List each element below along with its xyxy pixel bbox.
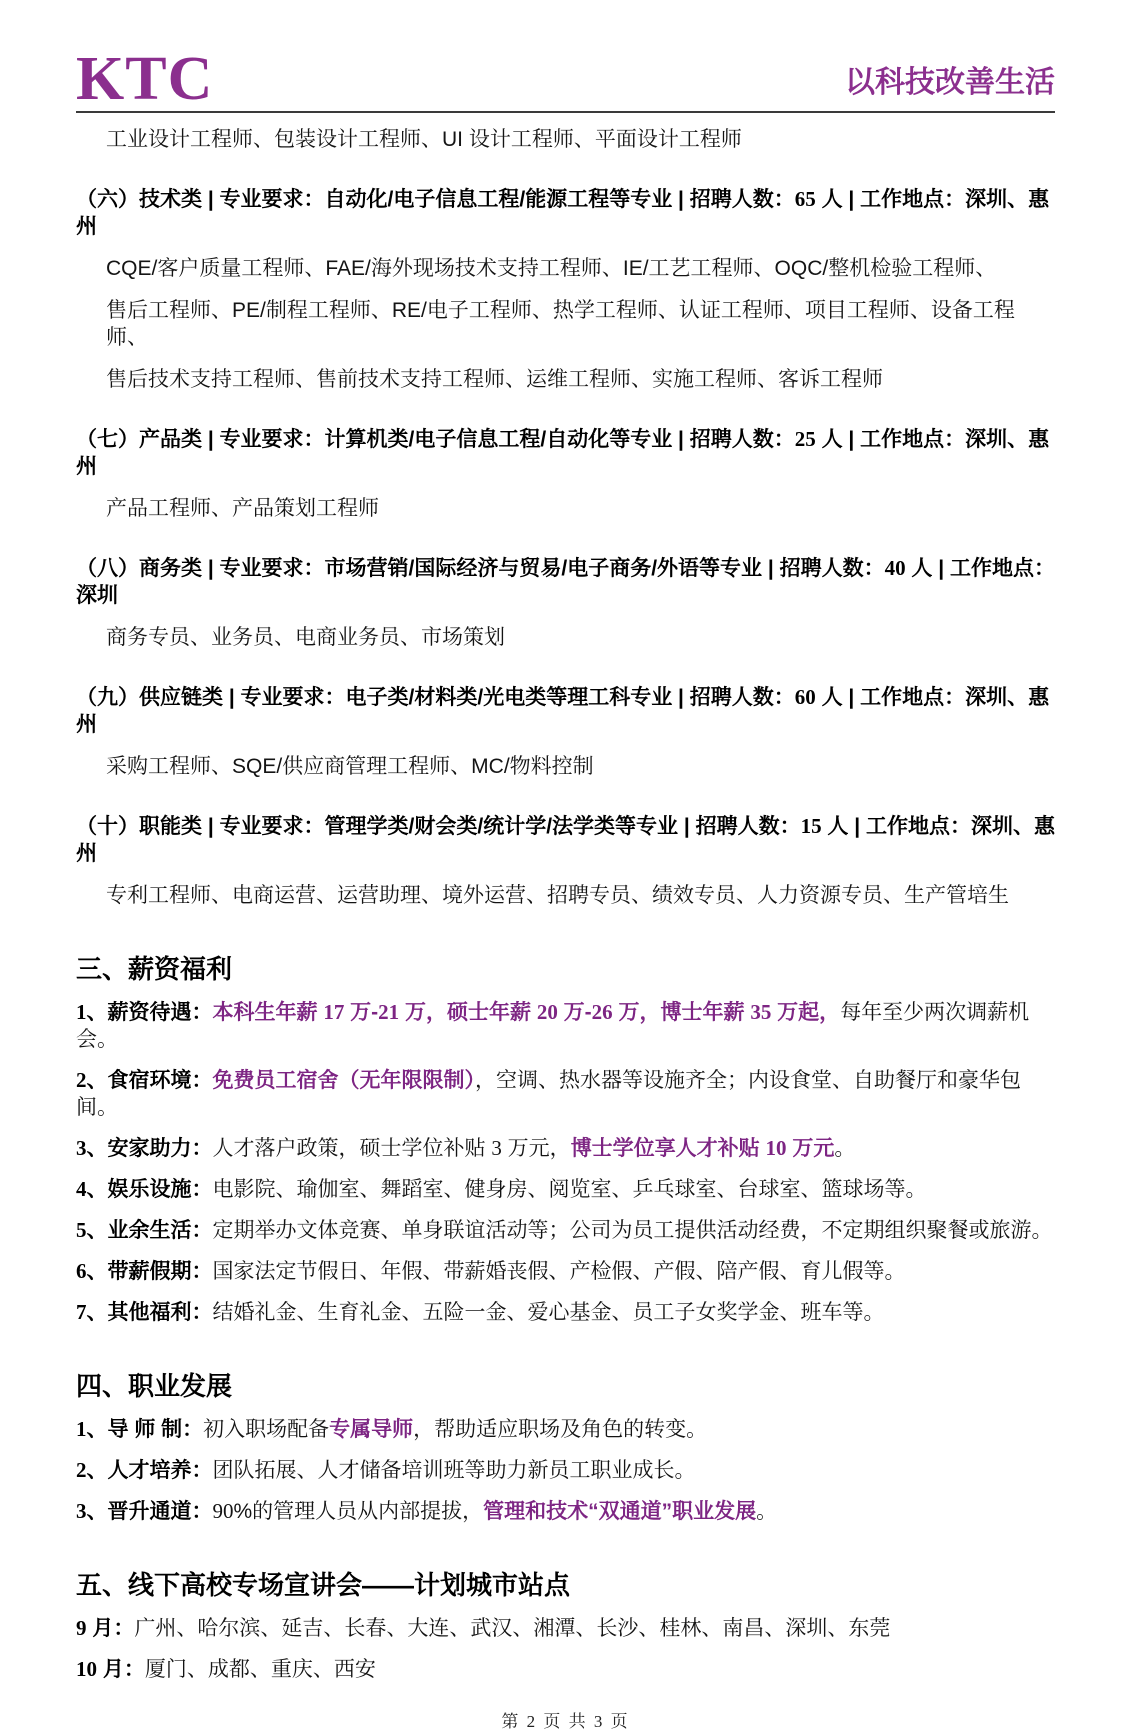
item-number: 6、 bbox=[76, 1258, 108, 1283]
item-label: 娱乐设施： bbox=[107, 1177, 213, 1201]
category-header bbox=[76, 684, 1055, 738]
career-item bbox=[76, 1498, 1055, 1525]
text-segment: （七）产品类 | 专业要求：计算机类/电子信息工程/自动化等专业 | 招聘人数： bbox=[76, 427, 795, 451]
job-line: 售后技术支持工程师、售前技术支持工程师、运维工程师、实施工程师、客诉工程师 bbox=[106, 367, 883, 391]
section-career bbox=[76, 1370, 1055, 1525]
text-segment: 人 | 工作地点：深圳、惠州 bbox=[76, 814, 1055, 865]
category-functional bbox=[76, 813, 1055, 909]
cities-list: 厦门、成都、重庆、西安 bbox=[144, 1657, 376, 1681]
text-segment: 结婚礼金、生育礼金、五险一金、爱心基金、员工子女奖学金、班车等。 bbox=[212, 1300, 885, 1324]
item-number: 4、 bbox=[76, 1176, 108, 1201]
item-label: 业余生活： bbox=[107, 1218, 213, 1242]
text-segment: 万元， bbox=[501, 1136, 571, 1160]
benefit-item bbox=[76, 1135, 1055, 1162]
item-label: 薪资待遇： bbox=[107, 1000, 213, 1024]
text-segment: 专属导师 bbox=[329, 1417, 414, 1441]
job-line: 专利工程师、电商运营、运营助理、境外运营、招聘专员、绩效专员、人力资源专员、生产管培生 bbox=[106, 883, 1009, 907]
text-segment: 万，硕士年薪 bbox=[399, 1000, 537, 1024]
item-label: 其他福利： bbox=[107, 1300, 213, 1324]
text-segment: 90 bbox=[212, 1498, 234, 1523]
text-segment: 。 bbox=[834, 1136, 856, 1160]
category-business bbox=[76, 555, 1055, 651]
category-technology bbox=[76, 186, 1055, 393]
text-segment: 万- bbox=[344, 1000, 379, 1024]
benefit-item bbox=[76, 1067, 1055, 1121]
text-segment: 电影院、瑜伽室、舞蹈室、健身房、阅览室、乒乓球室、台球室、篮球场等。 bbox=[212, 1177, 927, 1201]
text-segment: 本科生年薪 bbox=[212, 1000, 324, 1024]
page-footer: 第 2 页 共 3 页 bbox=[501, 1711, 630, 1731]
text-segment: 3 bbox=[491, 1135, 502, 1160]
item-content bbox=[76, 1069, 1021, 1119]
text-segment: 国家法定节假日、年假、带薪婚丧假、产检假、产假、陪产假、育儿假等。 bbox=[212, 1259, 906, 1283]
text-segment: 21 bbox=[378, 999, 400, 1024]
month-label: 月： bbox=[86, 1616, 135, 1640]
intro-jobs-line: 工业设计工程师、包装设计工程师、UI 设计工程师、平面设计工程师 bbox=[106, 127, 742, 151]
text-segment: 万- bbox=[557, 1000, 592, 1024]
text-segment: 管理和技术“双通道”职业发展 bbox=[483, 1499, 757, 1523]
item-label: 晋升通道： bbox=[107, 1499, 213, 1523]
section-title-benefits: 三、薪资福利 bbox=[76, 953, 233, 984]
text-segment: 免费员工宿舍（无年限限制） bbox=[212, 1068, 475, 1092]
brand-header bbox=[76, 0, 1055, 113]
text-segment: 团队拓展、人才储备培训班等助力新员工职业成长。 bbox=[212, 1458, 696, 1482]
category-header bbox=[76, 813, 1055, 867]
text-segment: （八）商务类 | 专业要求：市场营销/国际经济与贸易/电子商务/外语等专业 | 招聘人数： bbox=[76, 556, 885, 580]
job-line: CQE/客户质量工程师、FAE/海外现场技术支持工程师、IE/工艺工程师、OQC/整机检验工程师、 bbox=[106, 256, 997, 280]
category-header bbox=[76, 555, 1055, 609]
text-segment: 26 bbox=[591, 999, 613, 1024]
text-segment: 。 bbox=[756, 1499, 778, 1523]
benefit-item bbox=[76, 999, 1055, 1053]
text-segment: 初入职场配备 bbox=[203, 1417, 330, 1441]
text-segment: %的管理人员从内部提拔， bbox=[233, 1499, 484, 1523]
text-segment: 万元 bbox=[786, 1136, 835, 1160]
benefit-item bbox=[76, 1258, 1055, 1285]
text-segment: 人 | 工作地点：深圳、惠州 bbox=[76, 685, 1050, 736]
text-segment: 博士学位享人才补贴 bbox=[570, 1136, 766, 1160]
brand-tagline: 以科技改善生活 bbox=[845, 65, 1055, 99]
text-segment: 人 | 工作地点：深圳、惠州 bbox=[76, 187, 1050, 238]
text-segment: （九）供应链类 | 专业要求：电子类/材料类/光电类等理工科专业 | 招聘人数： bbox=[76, 685, 795, 709]
text-segment: （六）技术类 | 专业要求：自动化/电子信息工程/能源工程等专业 | 招聘人数： bbox=[76, 187, 795, 211]
job-line: 产品工程师、产品策划工程师 bbox=[106, 496, 379, 520]
text-segment: 每年至少两次调薪机会。 bbox=[76, 1000, 1030, 1051]
item-number: 5、 bbox=[76, 1217, 108, 1242]
job-line: 采购工程师、SQE/供应商管理工程师、MC/物料控制 bbox=[106, 754, 594, 778]
text-segment: 人 | 工作地点：深圳、惠州 bbox=[76, 427, 1050, 478]
item-number: 3、 bbox=[76, 1498, 108, 1523]
text-segment: 人 | 工作地点：深圳 bbox=[76, 556, 1055, 607]
roadshow-item bbox=[76, 1615, 1055, 1642]
item-number: 2、 bbox=[76, 1457, 108, 1482]
section-roadshow bbox=[76, 1569, 1055, 1683]
item-content bbox=[213, 1500, 778, 1523]
category-header bbox=[76, 426, 1055, 480]
item-number: 1、 bbox=[76, 1416, 108, 1441]
text-segment: 定期举办文体竞赛、单身联谊活动等；公司为员工提供活动经费，不定期组织聚餐或旅游。 bbox=[212, 1218, 1053, 1242]
text-segment: 15 bbox=[800, 813, 822, 838]
item-content bbox=[213, 1301, 885, 1324]
item-content bbox=[213, 1459, 696, 1482]
category-product bbox=[76, 426, 1055, 522]
item-number: 3、 bbox=[76, 1135, 108, 1160]
job-line: 商务专员、业务员、电商业务员、市场策划 bbox=[106, 625, 505, 649]
category-jobs bbox=[76, 882, 1055, 909]
career-item bbox=[76, 1457, 1055, 1484]
roadshow-item bbox=[76, 1656, 1055, 1683]
category-jobs bbox=[76, 624, 1055, 651]
benefit-item bbox=[76, 1176, 1055, 1203]
item-content bbox=[203, 1418, 707, 1441]
job-line: 售后工程师、PE/制程工程师、RE/电子工程师、热学工程师、认证工程师、项目工程师、设备工程师、 bbox=[106, 298, 1015, 349]
item-label: 安家助力： bbox=[107, 1136, 213, 1160]
text-segment: 10 bbox=[765, 1135, 787, 1160]
section-title-roadshow: 五、线下高校专场宣讲会——计划城市站点 bbox=[76, 1569, 571, 1600]
text-segment: 35 bbox=[750, 999, 772, 1024]
category-supply-chain bbox=[76, 684, 1055, 780]
career-item bbox=[76, 1416, 1055, 1443]
company-logo: KTC bbox=[76, 45, 214, 113]
text-segment: 60 bbox=[794, 684, 816, 709]
text-segment: 人才落户政策，硕士学位补贴 bbox=[212, 1136, 492, 1160]
cities-list: 广州、哈尔滨、延吉、长春、大连、武汉、湘潭、长沙、桂林、南昌、深圳、东莞 bbox=[134, 1616, 891, 1640]
item-number: 1、 bbox=[76, 999, 108, 1024]
section-benefits bbox=[76, 953, 1055, 1326]
text-segment: 65 bbox=[794, 186, 816, 211]
item-number: 7、 bbox=[76, 1299, 108, 1324]
text-segment: ，帮助适应职场及角色的转变。 bbox=[413, 1417, 708, 1441]
text-segment: 万起， bbox=[771, 1000, 841, 1024]
text-segment: 20 bbox=[536, 999, 558, 1024]
item-content bbox=[213, 1260, 906, 1283]
category-jobs bbox=[76, 495, 1055, 522]
text-segment: （十）职能类 | 专业要求：管理学类/财会类/统计学/法学类等专业 | 招聘人数： bbox=[76, 814, 801, 838]
category-jobs bbox=[76, 753, 1055, 780]
benefit-item bbox=[76, 1217, 1055, 1244]
item-label: 导 师 制： bbox=[107, 1417, 204, 1441]
month-number: 9 bbox=[76, 1615, 87, 1640]
item-label: 人才培养： bbox=[107, 1458, 213, 1482]
category-jobs bbox=[76, 255, 1055, 393]
item-content bbox=[76, 1001, 1029, 1051]
category-header bbox=[76, 186, 1055, 240]
item-label: 带薪假期： bbox=[107, 1259, 213, 1283]
text-segment: ，空调、热水器等设施齐全；内设食堂、自助餐厅和豪华包间。 bbox=[76, 1068, 1021, 1119]
item-content bbox=[213, 1178, 927, 1201]
month-number: 10 bbox=[76, 1656, 97, 1681]
text-segment: 17 bbox=[323, 999, 345, 1024]
section-title-career: 四、职业发展 bbox=[76, 1370, 233, 1401]
month-label: 月： bbox=[97, 1657, 145, 1681]
text-segment: 万，博士年薪 bbox=[612, 1000, 751, 1024]
item-content bbox=[213, 1219, 1053, 1242]
item-number: 2、 bbox=[76, 1067, 108, 1092]
benefit-item bbox=[76, 1299, 1055, 1326]
item-label: 食宿环境： bbox=[107, 1068, 213, 1092]
text-segment: 25 bbox=[794, 426, 816, 451]
text-segment: 40 bbox=[884, 555, 906, 580]
item-content bbox=[213, 1137, 856, 1160]
